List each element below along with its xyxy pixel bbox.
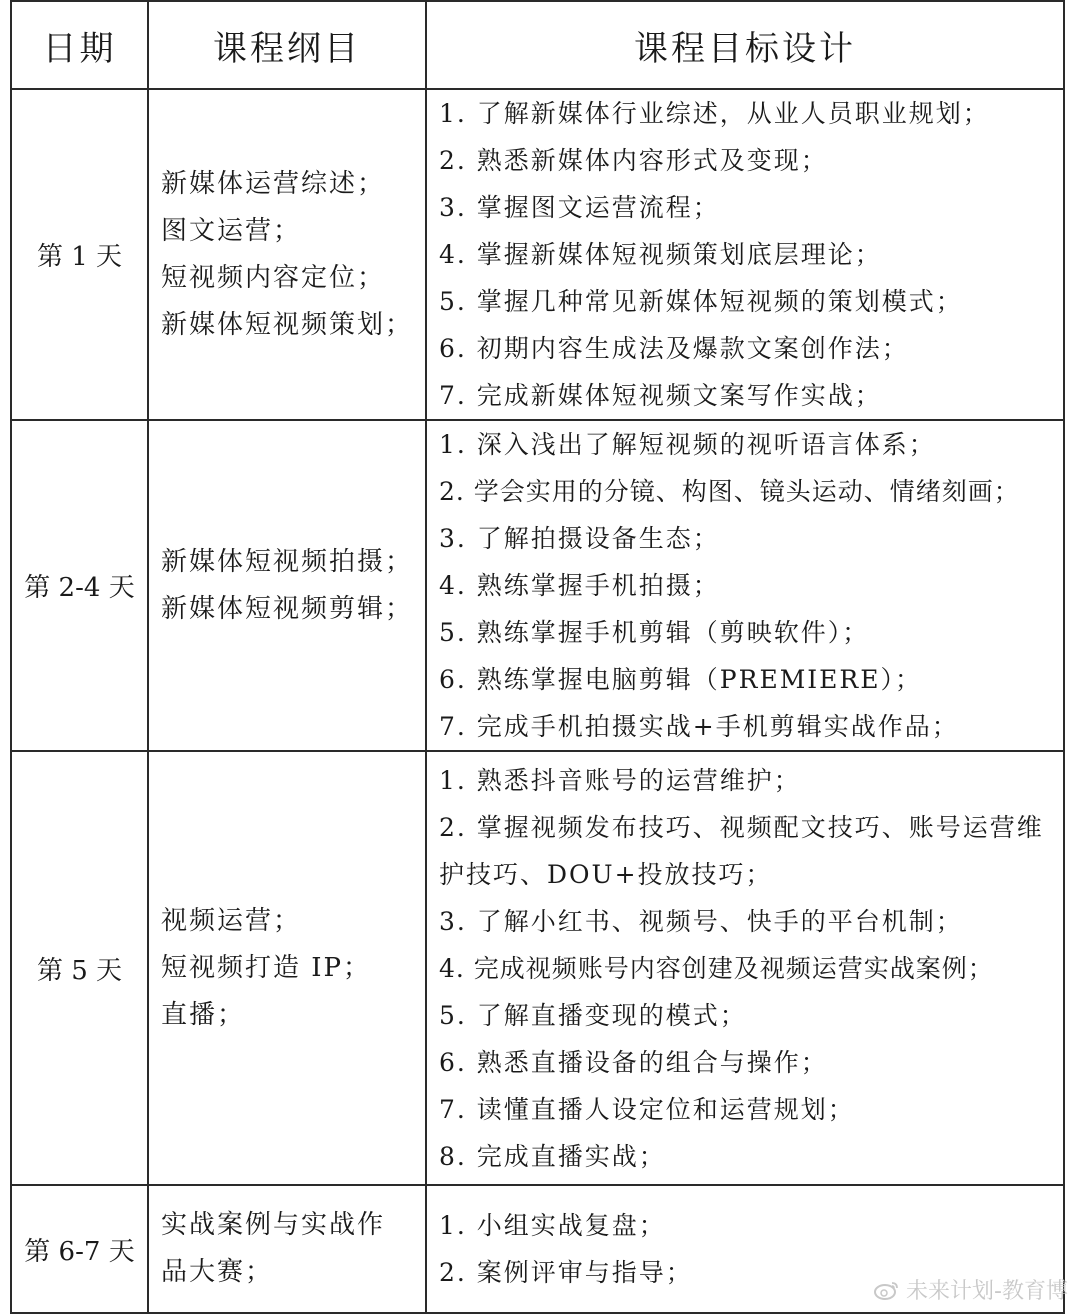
- outline-item: 短视频内容定位；: [161, 262, 386, 293]
- curriculum-table: [10, 0, 1065, 1314]
- outline-cell: [148, 420, 426, 751]
- day-cell: 第 6-7 天: [11, 1185, 148, 1313]
- goal-item: 7. 完成手机拍摄实战+手机剪辑实战作品；: [439, 712, 959, 741]
- goal-item: 7. 完成新媒体短视频文案写作实战；: [439, 381, 882, 410]
- goals-cell: [426, 751, 1064, 1185]
- goal-item: 3. 了解拍摄设备生态；: [439, 524, 720, 553]
- outline-item: 图文运营；: [161, 215, 302, 246]
- goal-item: 1. 熟悉抖音账号的运营维护；: [439, 765, 801, 795]
- goal-item: 4. 掌握新媒体短视频策划底层理论；: [439, 240, 882, 269]
- goal-item: 8. 完成直播实战；: [439, 1141, 666, 1171]
- day-cell: 第 5 天: [11, 751, 148, 1185]
- outline-cell: [148, 751, 426, 1185]
- goal-item: 1. 小组实战复盘；: [439, 1211, 666, 1240]
- goal-item: 1. 深入浅出了解短视频的视听语言体系；: [439, 430, 936, 459]
- outline-item: 新媒体短视频剪辑；: [161, 593, 414, 624]
- table-row: [11, 420, 1064, 751]
- table-row: [11, 89, 1064, 420]
- goal-item: 1. 了解新媒体行业综述，从业人员职业规划；: [439, 99, 990, 128]
- outline-item: 新媒体短视频策划；: [161, 309, 414, 340]
- weibo-logo-icon: [874, 1280, 900, 1300]
- day-cell: 第 2-4 天: [11, 420, 148, 751]
- outline-item: 新媒体短视频拍摄；: [161, 546, 414, 577]
- goal-item: 6. 熟练掌握电脑剪辑（PREMIERE）；: [439, 665, 922, 694]
- goal-item: 6. 熟悉直播设备的组合与操作；: [439, 1047, 828, 1077]
- goal-item: 6. 初期内容生成法及爆款文案创作法；: [439, 334, 909, 363]
- goal-item: 2. 学会实用的分镜、构图、镜头运动、情绪刻画；: [439, 477, 1020, 506]
- day-cell: 第 1 天: [11, 89, 148, 420]
- goal-item: 4. 完成视频账号内容创建及视频运营实战案例；: [439, 953, 994, 983]
- goals-cell: [426, 89, 1064, 420]
- watermark: [874, 1274, 1068, 1305]
- outline-item: 短视频打造 IP；: [161, 952, 372, 983]
- outline-item: 实战案例与实战作: [161, 1210, 386, 1240]
- goal-item: 2. 案例评审与指导；: [439, 1258, 693, 1287]
- goal-item: 3. 了解小红书、视频号、快手的平台机制；: [439, 906, 963, 936]
- goal-item: 3. 掌握图文运营流程；: [439, 193, 720, 222]
- table-row: [11, 751, 1064, 1185]
- goals-cell: [426, 420, 1064, 751]
- goal-item: 5. 熟练掌握手机剪辑（剪映软件）；: [439, 618, 870, 647]
- header-date: 日期: [11, 1, 148, 89]
- outline-cell: [148, 89, 426, 420]
- outline-item: 视频运营；: [161, 905, 302, 936]
- outline-cell: [148, 1185, 426, 1313]
- header-goals: 课程目标设计: [426, 1, 1064, 89]
- goal-item: 7. 读懂直播人设定位和运营规划；: [439, 1094, 855, 1124]
- outline-item: 新媒体运营综述；: [161, 168, 386, 199]
- goal-item: 2. 熟悉新媒体内容形式及变现；: [439, 146, 828, 175]
- watermark-text: 未来计划-教育博: [906, 1279, 1068, 1304]
- table-header-row: [11, 1, 1064, 89]
- goal-item: 5. 了解直播变现的模式；: [439, 1000, 747, 1030]
- goal-item: 5. 掌握几种常见新媒体短视频的策划模式；: [439, 287, 963, 316]
- outline-item: 品大赛；: [161, 1257, 274, 1287]
- goal-item: 2. 掌握视频发布技巧、视频配文技巧、账号运营维护技巧、DOU+投放技巧；: [439, 812, 1044, 889]
- header-outline: 课程纲目: [148, 1, 426, 89]
- goal-item: 4. 熟练掌握手机拍摄；: [439, 571, 720, 600]
- outline-item: 直播；: [161, 999, 246, 1030]
